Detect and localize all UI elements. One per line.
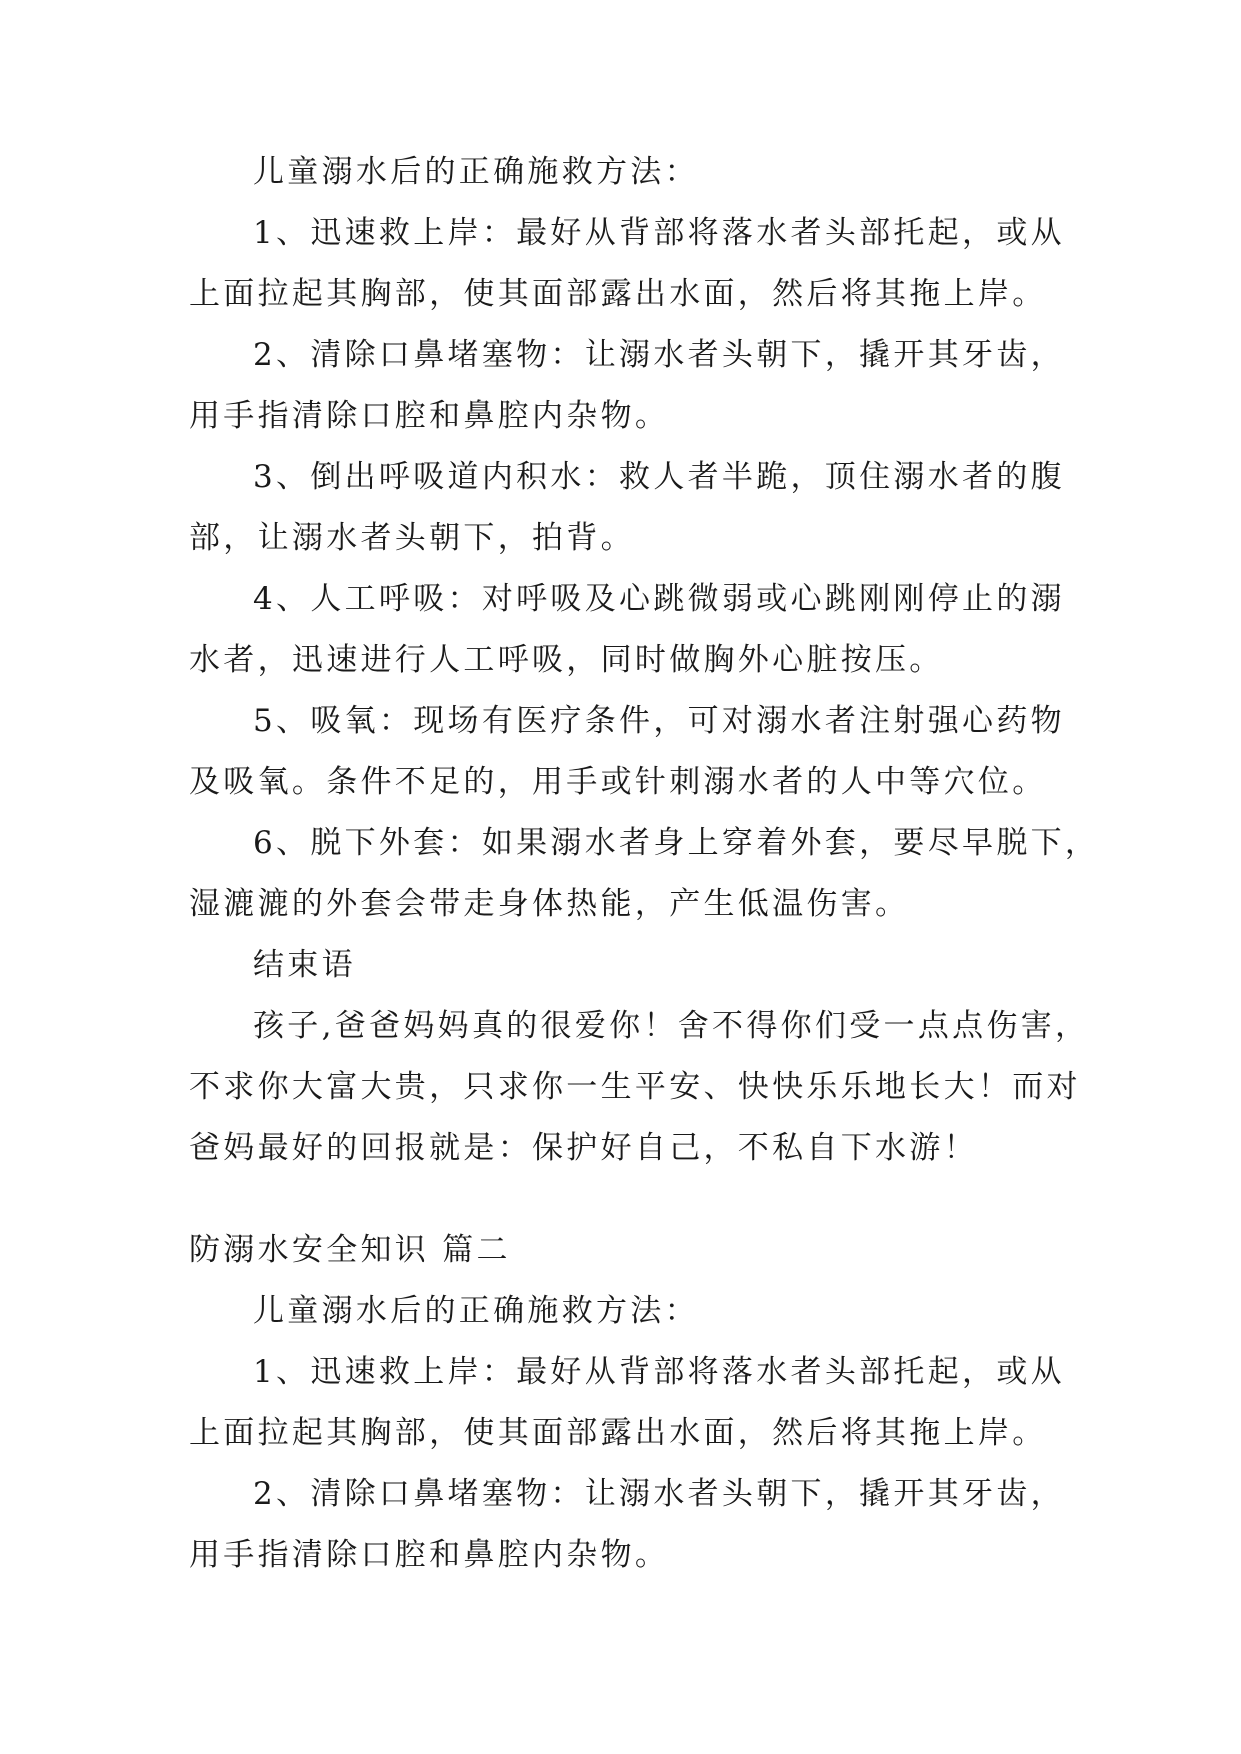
section-two-step-1-line-1: 1、迅速救上岸：最好从背部将落水者头部托起，或从 bbox=[253, 1354, 1065, 1390]
section-two-intro: 儿童溺水后的正确施救方法： bbox=[253, 1293, 699, 1329]
step-4-line-2: 水者，迅速进行人工呼吸，同时做胸外心脏按压。 bbox=[189, 642, 944, 678]
closing-heading: 结束语 bbox=[253, 947, 356, 983]
step-5-line-1: 5、吸氧：现场有医疗条件，可对溺水者注射强心药物 bbox=[253, 703, 1065, 739]
closing-line-3: 爸妈最好的回报就是：保护好自己，不私自下水游！ bbox=[189, 1130, 978, 1166]
step-6-line-1: 6、脱下外套：如果溺水者身上穿着外套，要尽早脱下， bbox=[253, 825, 1100, 861]
section-two-step-2-line-1: 2、清除口鼻堵塞物：让溺水者头朝下，撬开其牙齿， bbox=[253, 1476, 1065, 1512]
closing-line-1: 孩子,爸爸妈妈真的很爱你！舍不得你们受一点点伤害， bbox=[253, 1008, 1090, 1044]
intro-heading: 儿童溺水后的正确施救方法： bbox=[253, 154, 699, 190]
step-2-line-1: 2、清除口鼻堵塞物：让溺水者头朝下，撬开其牙齿， bbox=[253, 337, 1065, 373]
section-two-step-1-line-2: 上面拉起其胸部，使其面部露出水面，然后将其拖上岸。 bbox=[189, 1415, 1047, 1451]
step-1-line-2: 上面拉起其胸部，使其面部露出水面，然后将其拖上岸。 bbox=[189, 276, 1047, 312]
step-3-line-1: 3、倒出呼吸道内积水：救人者半跪，顶住溺水者的腹 bbox=[253, 459, 1065, 495]
step-4-line-1: 4、人工呼吸：对呼吸及心跳微弱或心跳刚刚停止的溺 bbox=[253, 581, 1065, 617]
section-two-step-2-line-2: 用手指清除口腔和鼻腔内杂物。 bbox=[189, 1537, 670, 1573]
closing-line-2: 不求你大富大贵，只求你一生平安、快快乐乐地长大！而对 bbox=[189, 1069, 1081, 1105]
step-5-line-2: 及吸氧。条件不足的，用手或针刺溺水者的人中等穴位。 bbox=[189, 764, 1047, 800]
step-3-line-2: 部，让溺水者头朝下，拍背。 bbox=[189, 520, 635, 556]
section-two-title: 防溺水安全知识 篇二 bbox=[189, 1232, 511, 1268]
step-1-line-1: 1、迅速救上岸：最好从背部将落水者头部托起，或从 bbox=[253, 215, 1065, 251]
step-2-line-2: 用手指清除口腔和鼻腔内杂物。 bbox=[189, 398, 670, 434]
step-6-line-2: 湿漉漉的外套会带走身体热能，产生低温伤害。 bbox=[189, 886, 910, 922]
